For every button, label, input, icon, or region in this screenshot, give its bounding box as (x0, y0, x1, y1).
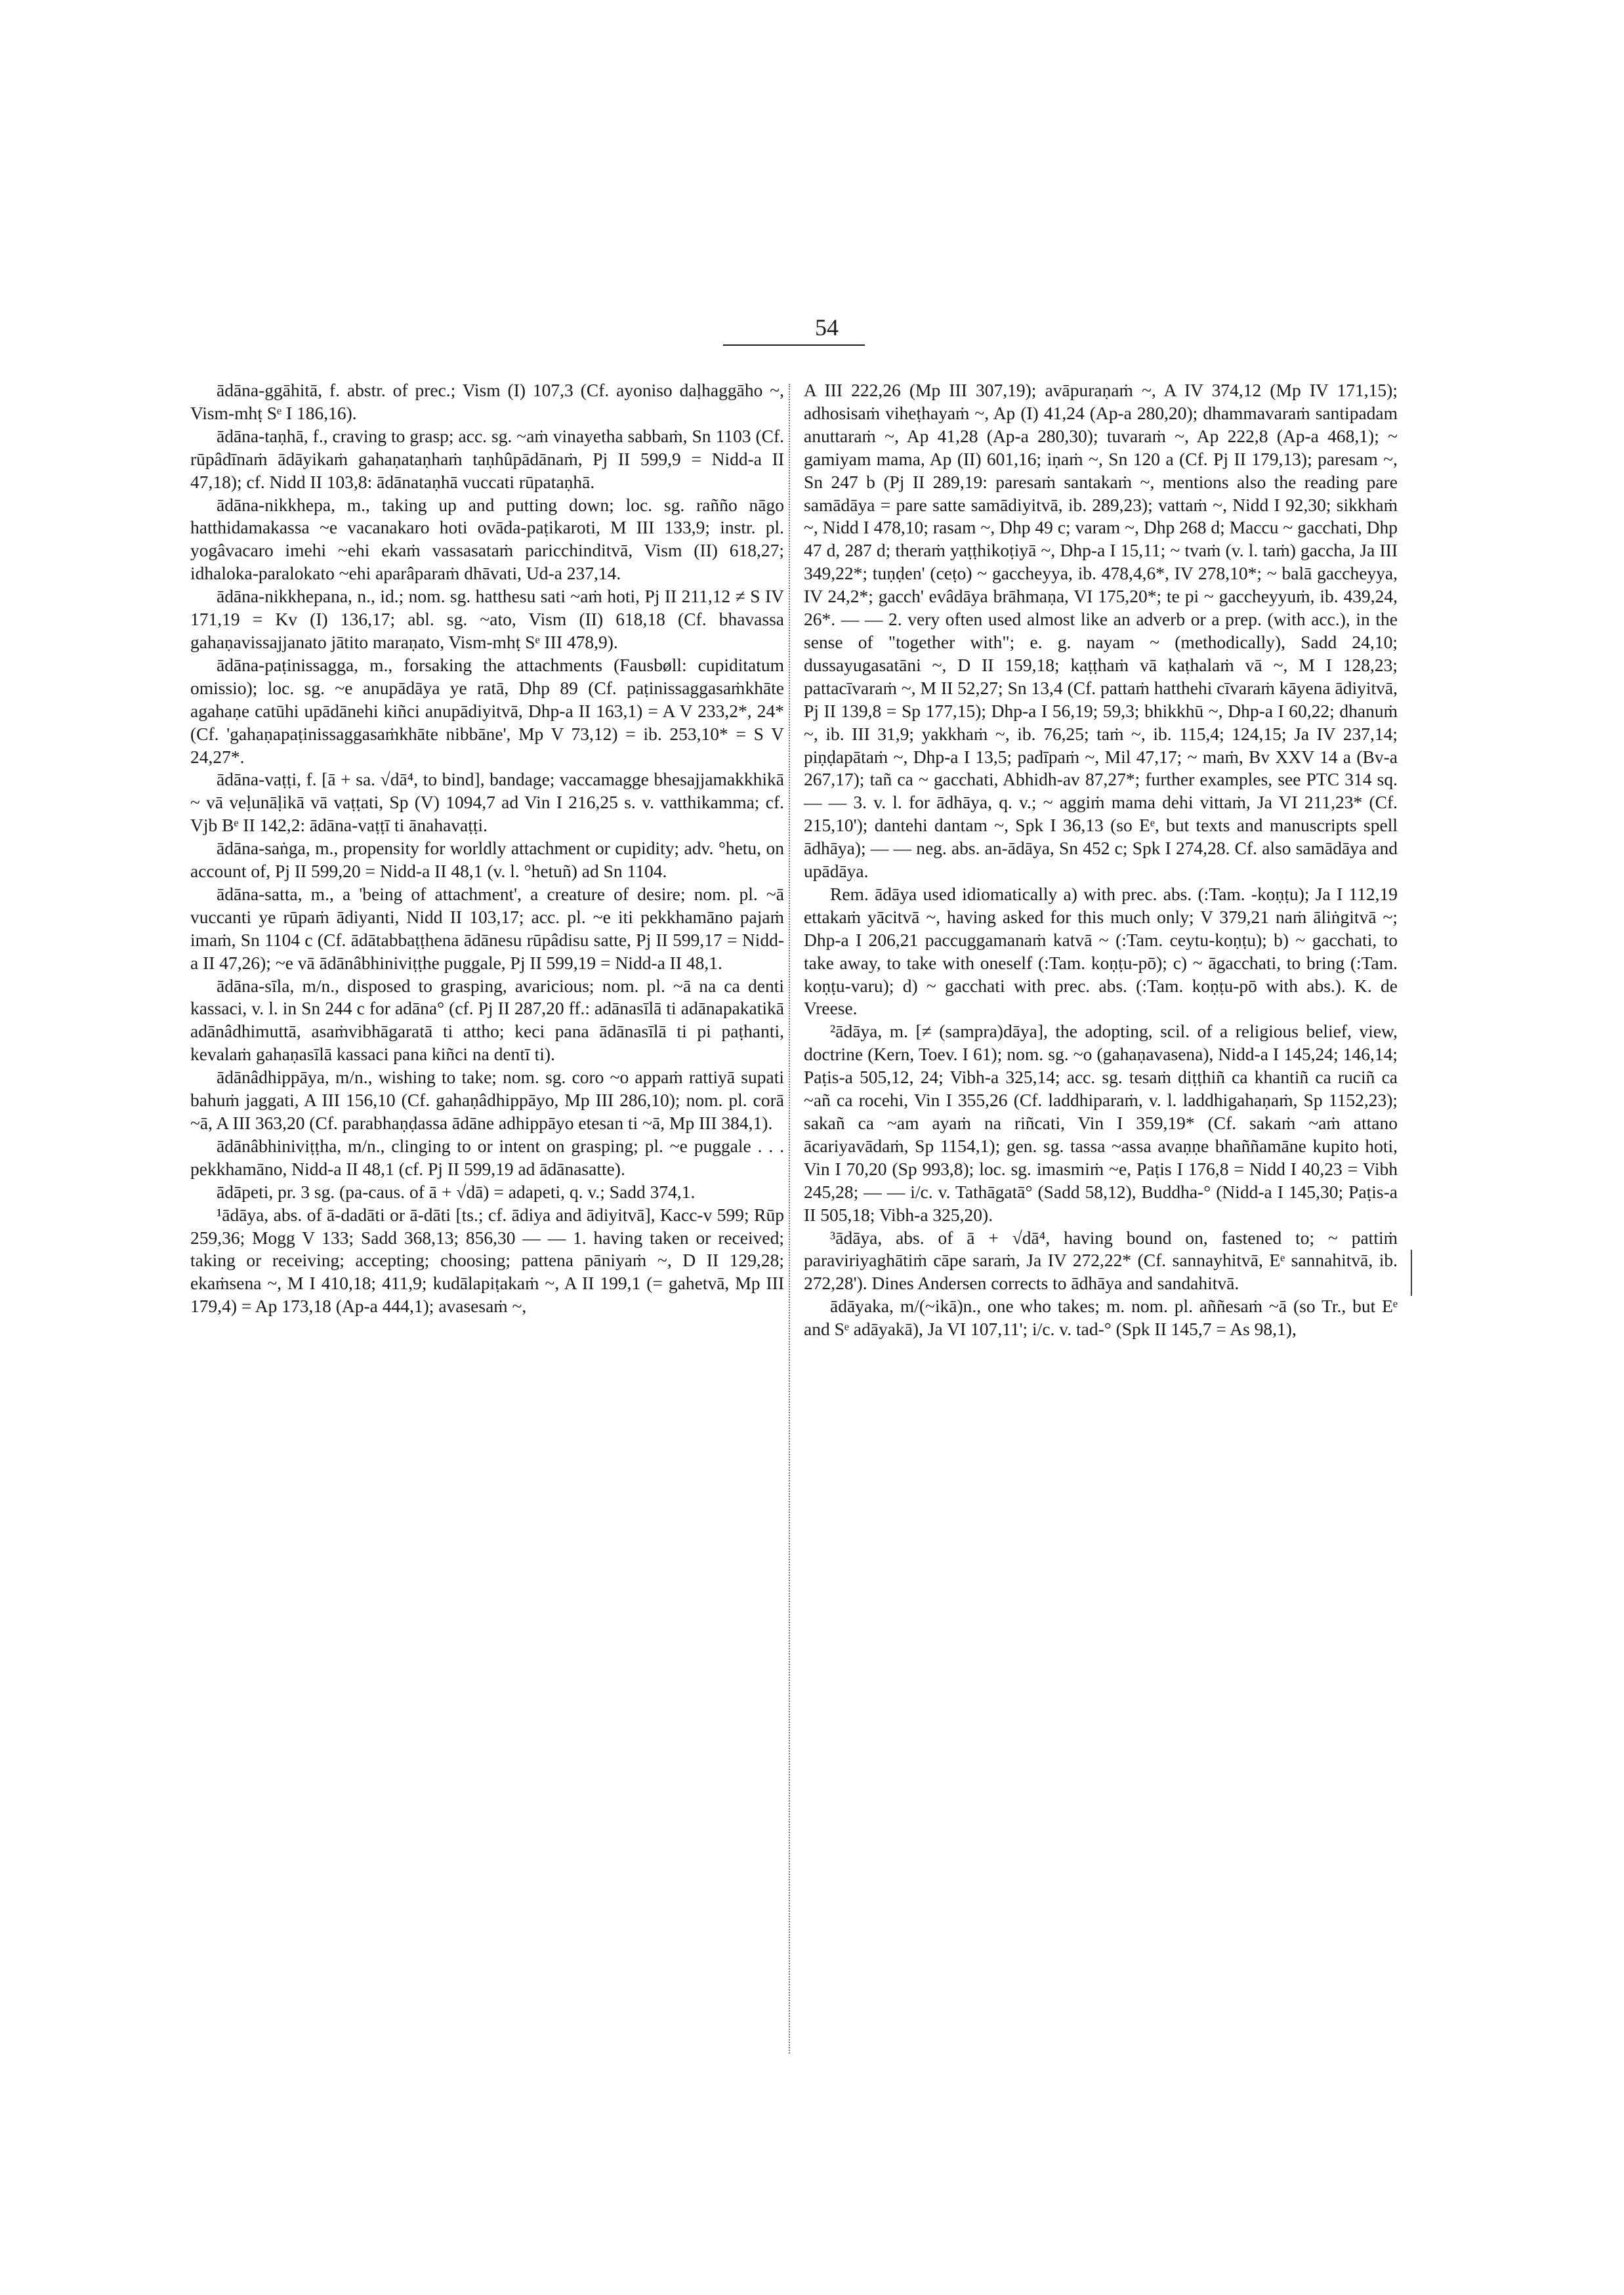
page-number-rule (723, 344, 865, 346)
entry-adana-sanga: ādāna-saṅga, m., propensity for worldly attachment or cupidity; adv. °hetu, on account of, Pj II 599,20 = Nidd-a II 48,1 (v. l. °hetuñ) ad Sn 1104. (190, 838, 784, 882)
entry-adaya-1: ¹ādāya, abs. of ā-dadāti or ā-dāti [ts.; cf. ādiya and ādiyitvā], Kacc-v 599; Rūp 259,36; Mogg V 133; Sadd 368,13; 856,30 — — 1. having taken or received; taking or receiving; accepting; choosing; pattena pāniyaṁ ~, D II 129,28; ekaṁsena ~, M I 410,18; 411,9; kudālapiṭakaṁ ~, A II 199,1 (= gahetvā, Mp III 179,4) = Ap 173,18 (Ap-a 444,1); avasesaṁ ~, (190, 1204, 784, 1317)
entry-adanadhippaya: ādānâdhippāya, m/n., wishing to take; nom. sg. coro ~o appaṁ rattiyā supati bahuṁ jaggati, A III 156,10 (Cf. gahaṇâdhippāyo, Mp III 286,10); nom. pl. corā ~ā, A III 363,20 (Cf. parabhaṇḍassa ādāne adhippāyo etesan ti ~ā, Mp III 384,1). (190, 1067, 784, 1133)
entry-adana-nikkhepa: ādāna-nikkhepa, m., taking up and putting down; loc. sg. rañño nāgo hatthidamakassa ~e vacanakaro hoti ovāda-paṭikaroti, M III 133,9; instr. pl. yogâvacaro imehi ~ehi ekaṁ vassasataṁ paricchinditvā, Vism (II) 618,27; idhaloka-paralokato ~ehi aparâparaṁ dhāvati, Ud-a 237,14. (190, 494, 784, 584)
entry-adana-nikkhepana: ādāna-nikkhepana, n., id.; nom. sg. hatthesu sati ~aṁ hoti, Pj II 211,12 ≠ S IV 171,19 = Kv (I) 136,17; abl. sg. ~ato, Vism (II) 618,18 (Cf. bhavassa gahaṇavissajjanato jātito maraṇato, Vism-mhṭ Sᵉ III 478,9). (190, 586, 784, 652)
column-divider (789, 384, 790, 2054)
page-number: 54 (815, 314, 839, 341)
entry-adaya-1-continued: A III 222,26 (Mp III 307,19); avāpuraṇaṁ ~, A IV 374,12 (Mp IV 171,15); adhosisaṁ viheṭhayaṁ ~, Ap (I) 41,24 (Ap-a 280,20); dhammavaraṁ santipadam anuttaraṁ ~, Ap 41,28 (Ap-a 280,30); tuvaraṁ ~, Ap 222,8 (Ap-a 468,1); ~ gamiyam mama, Ap (II) 601,16; iṇaṁ ~, Sn 120 a (Cf. Pj II 179,13); paresam ~, Sn 247 b (Pj II 289,19: paresaṁ santakaṁ ~, mentions also the reading pare samādāya = pare satte samādiyitvā, ib. 289,23); vattaṁ ~, Nidd I 92,30; sikkhaṁ ~, Nidd I 478,10; rasam ~, Dhp 49 c; varam ~, Dhp 268 d; Maccu ~ gacchati, Dhp 47 d, 287 d; theraṁ yaṭṭhikoṭiyā ~, Dhp-a I 15,11; ~ tvaṁ (v. l. taṁ) gaccha, Ja III 349,22*; tuṇḍen' (ceṭo) ~ gaccheyya, ib. 478,4,6*, IV 278,10*; ~ balā gaccheyya, IV 24,2*; gacch' evâdāya brāhmaṇa, VI 175,20*; te pi ~ gaccheyyuṁ, ib. 439,24, 26*. — — 2. very often used almost like an adverb or a prep. (with acc.), in the sense of "together with"; e. g. nayam ~ (methodically), Sadd 24,10; dussayugasatāni ~, D II 159,18; kaṭṭhaṁ vā kaṭhalaṁ vā ~, M I 128,23; pattacīvaraṁ ~, M II 52,27; Sn 13,4 (Cf. pattaṁ hatthehi cīvaraṁ kāyena ādiyitvā, Pj II 139,8 = Sp 177,15); Dhp-a I 56,19; 59,3; bhikkhū ~, Dhp-a I 60,22; dhanuṁ ~, ib. III 31,9; yakkhaṁ ~, ib. 76,25; taṁ ~, ib. 115,4; 124,15; Ja IV 237,14; piṇḍapātaṁ ~, Dhp-a I 13,5; padīpaṁ ~, Mil 47,17; ~ maṁ, Bv XXV 14 a (Bv-a 267,17); tañ ca ~ gacchati, Abhidh-av 87,27*; further examples, see PTC 314 sq. — — 3. v. l. for ādhāya, q. v.; ~ aggiṁ mama dehi vittaṁ, Ja VI 211,23* (Cf. 215,10'); dantehi dantam ~, Spk I 36,13 (so Eᵉ, but texts and manuscripts spell ādhāya); — — neg. abs. an-ādāya, Sn 452 c; Spk I 274,28. Cf. also samādāya and upādāya. (804, 380, 1398, 882)
entry-adana-sila: ādāna-sīla, m/n., disposed to grasping, avaricious; nom. pl. ~ā na ca denti kassaci, v. l. in Sn 244 c for adāna° (cf. Pj II 287,20 ff.: adānasīlā ti adānapakatikā adānâdhimuttā, asaṁvibhāgaratā ti attho; keci pana ādānasīlā ti pi paṭhanti, kevalaṁ gahaṇasīlā kassaci pana kiñci na dentī ti). (190, 975, 784, 1065)
right-column (804, 379, 1398, 1341)
entry-adanabhinivittha: ādānâbhiniviṭṭha, m/n., clinging to or intent on grasping; pl. ~e puggale . . . pekkhamāno, Nidd-a II 48,1 (cf. Pj II 599,19 ad ādānasatte). (190, 1135, 784, 1179)
margin-mark (1411, 1250, 1412, 1296)
entry-adaya-2: ²ādāya, m. [≠ (sampra)dāya], the adopting, scil. of a religious belief, view, doctrine (Kern, Toev. I 61); nom. sg. ~o (gahaṇavasena), Nidd-a I 145,24; 146,14; Paṭis-a 505,12, 24; Vibh-a 325,14; acc. sg. tesaṁ diṭṭhiñ ca khantiñ ca ruciñ ca ~añ ca rocehi, Vin I 355,26 (Cf. laddhiparaṁ, v. l. laddhigahaṇaṁ, Sp 1152,23); sakañ ca ~am ayaṁ na riñcati, Vin I 359,19* (Cf. sakaṁ ~aṁ attano ācariyavādaṁ, Sp 1154,1); gen. sg. tassa ~assa avaṇṇe bhaññamāne kupito hoti, Vin I 70,20 (Sp 993,8); loc. sg. imasmiṁ ~e, Paṭis I 176,8 = Nidd I 40,23 = Vibh 245,28; — — i/c. v. Tathāgatā° (Sadd 58,12), Buddha-° (Nidd-a I 145,30; Paṭis-a II 505,18; Vibh-a 325,20). (804, 1021, 1398, 1225)
entry-adapeti: ādāpeti, pr. 3 sg. (pa-caus. of ā + √dā) = adapeti, q. v.; Sadd 374,1. (217, 1181, 696, 1202)
remark-adaya-idiomatic: Rem. ādāya used idiomatically a) with prec. abs. (:Tam. -koṇṭu); Ja I 112,19 ettakaṁ yācitvā ~, having asked for this much only; V 379,21 naṁ āliṅgitvā ~; Dhp-a I 206,21 paccuggamanaṁ katvā ~ (:Tam. ceytu-koṇṭu); b) ~ gacchati, to take away, to take with oneself (:Tam. koṇṭu-pō); c) ~ āgacchati, to bring (:Tam. koṇṭu-varu); d) ~ gacchati with prec. abs. (:Tam. koṇṭu-pō with abs.). K. de Vreese. (804, 883, 1398, 1019)
entry-adana-patinissagga: ādāna-paṭinissagga, m., forsaking the attachments (Fausbøll: cupiditatum omissio); loc. sg. ~e anupādāya ye ratā, Dhp 89 (Cf. paṭinissaggasaṁkhāte agahaṇe catūhi upādānehi kiñci anupādiyitvā, Dhp-a II 163,1) = A V 233,2*, 24* (Cf. 'gahaṇapaṭinissaggasaṁkhāte nibbāne', Mp V 73,12) = ib. 253,10* = S V 24,27*. (190, 654, 784, 767)
entry-adaya-3: ³ādāya, abs. of ā + √dā⁴, having bound on, fastened to; ~ pattiṁ paraviriyaghātiṁ cāpe saraṁ, Ja IV 272,22* (Cf. sannayhitvā, Eᵉ sannahitvā, ib. 272,28'). Dines Andersen corrects to ādhāya and sandahitvā. (804, 1227, 1398, 1294)
entry-adana-tanha: ādāna-taṇhā, f., craving to grasp; acc. sg. ~aṁ vinayetha sabbaṁ, Sn 1103 (Cf. rūpâdīnaṁ ādāyikaṁ gahaṇataṇhaṁ taṇhûpādānaṁ, Pj II 599,9 = Nidd-a II 47,18); cf. Nidd II 103,8: ādānataṇhā vuccati rūpataṇhā. (190, 425, 784, 492)
entry-adana-satta: ādāna-satta, m., a 'being of attachment', a creature of desire; nom. pl. ~ā vuccanti ye rūpaṁ ādiyanti, Nidd II 103,17; acc. pl. ~e iti pekkhamāno pajaṁ imaṁ, Sn 1104 c (Cf. ādātabbaṭṭhena ādānesu rūpâdisu satte, Pj II 599,17 = Nidd-a II 47,26); ~e vā ādānâbhiniviṭṭhe puggale, Pj II 599,19 = Nidd-a II 48,1. (190, 883, 784, 973)
entry-adana-ggahita: ādāna-ggāhitā, f. abstr. of prec.; Vism (I) 107,3 (Cf. ayoniso daḷhaggāho ~, Vism-mhṭ Sᵉ I 186,16). (190, 380, 784, 423)
left-column (190, 379, 784, 1318)
entry-adana-vatti: ādāna-vaṭṭi, f. [ā + sa. √dā⁴, to bind], bandage; vaccamagge bhesajjamakkhikā ~ vā veḷunāḷikā vā vaṭṭati, Sp (V) 1094,7 ad Vin I 216,25 s. v. vatthikamma; cf. Vjb Bᵉ II 142,2: ādāna-vaṭṭī ti ānahavaṭṭi. (190, 769, 784, 836)
entry-adayaka: ādāyaka, m/(~ikā)n., one who takes; m. nom. pl. aññesaṁ ~ā (so Tr., but Eᵉ and Sᵉ adāyakā), Ja VI 107,11'; i/c. v. tad-° (Spk II 145,7 = As 98,1), (804, 1296, 1398, 1340)
